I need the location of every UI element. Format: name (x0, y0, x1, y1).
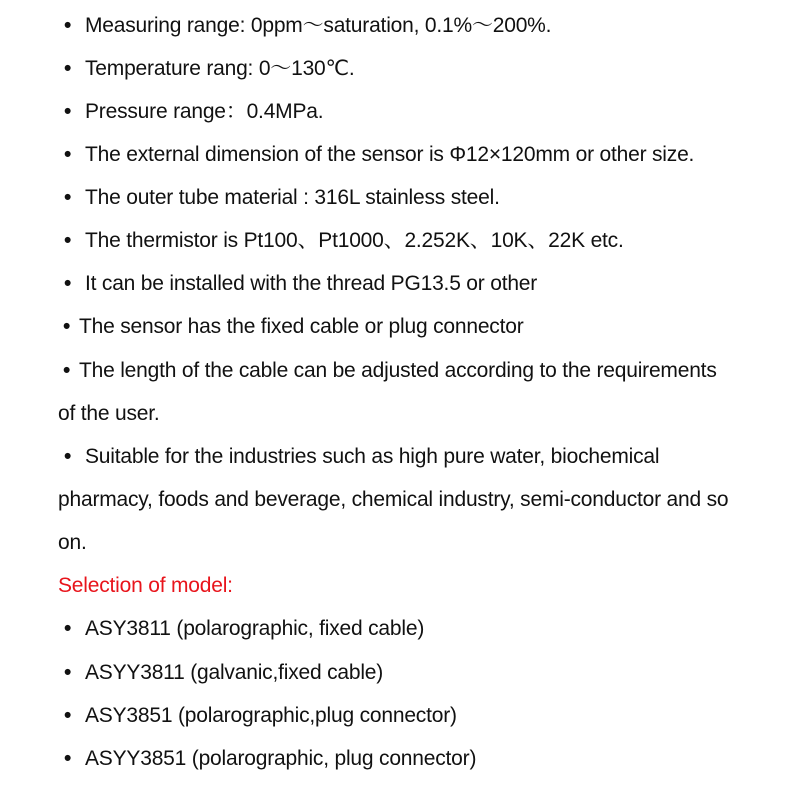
bullet-mark: • (63, 315, 71, 338)
spec-cable-connector (58, 312, 762, 342)
spec-applications-continued (58, 485, 762, 515)
spec-text: pharmacy, foods and beverage, chemical industry, semi-conductor and so (58, 488, 729, 511)
spec-text: The outer tube material : 316L stainless steel. (85, 186, 500, 209)
spec-installation-thread (58, 269, 762, 299)
bullet-mark: • (63, 359, 71, 382)
bullet-mark: • (64, 14, 72, 37)
spec-applications-end (58, 528, 762, 558)
selection-heading: Selection of model: (58, 574, 233, 597)
bullet-mark: • (64, 704, 72, 727)
bullet-mark: • (64, 186, 72, 209)
model-text: ASY3811 (polarographic, fixed cable) (85, 617, 425, 640)
model-text: ASY3851 (polarographic,plug connector) (85, 704, 457, 727)
spec-measuring-range (58, 11, 762, 41)
bullet-mark: • (64, 229, 72, 252)
spec-text: Measuring range: 0ppm～saturation, 0.1%～200%. (85, 14, 552, 37)
spec-cable-length-continued (58, 399, 762, 429)
bullet-mark: • (64, 272, 72, 295)
spec-thermistor (58, 226, 762, 256)
bullet-mark: • (64, 747, 72, 770)
spec-text: The thermistor is Pt100、Pt1000、2.252K、10K、22K etc. (85, 229, 624, 252)
model-asyy3851 (58, 744, 762, 774)
model-asyy3811 (58, 658, 762, 688)
spec-text: Suitable for the industries such as high pure water, biochemical (85, 445, 660, 468)
spec-tube-material (58, 183, 762, 213)
bullet-mark: • (64, 100, 72, 123)
bullet-mark: • (64, 617, 72, 640)
spec-text: The external dimension of the sensor is Φ12×120mm or other size. (85, 143, 695, 166)
spec-cable-length (58, 356, 762, 386)
spec-text: It can be installed with the thread PG13.5 or other (85, 272, 538, 295)
bullet-mark: • (64, 445, 72, 468)
model-asy3851 (58, 701, 762, 731)
spec-text: The length of the cable can be adjusted according to the requirements (79, 359, 717, 382)
bullet-mark: • (64, 57, 72, 80)
spec-pressure-range (58, 97, 762, 127)
spec-text: Temperature rang: 0～130℃. (85, 57, 355, 80)
bullet-mark: • (64, 661, 72, 684)
model-text: ASYY3811 (galvanic,fixed cable) (85, 661, 384, 684)
spec-external-dimension (58, 140, 762, 170)
spec-applications (58, 442, 762, 472)
model-asy3811 (58, 614, 762, 644)
spec-text: Pressure range：0.4MPa. (85, 100, 324, 123)
spec-text: on. (58, 531, 87, 554)
spec-temperature-range (58, 54, 762, 84)
spec-text: of the user. (58, 402, 160, 425)
spec-text: The sensor has the fixed cable or plug connector (79, 315, 524, 338)
bullet-mark: • (64, 143, 72, 166)
model-text: ASYY3851 (polarographic, plug connector) (85, 747, 477, 770)
